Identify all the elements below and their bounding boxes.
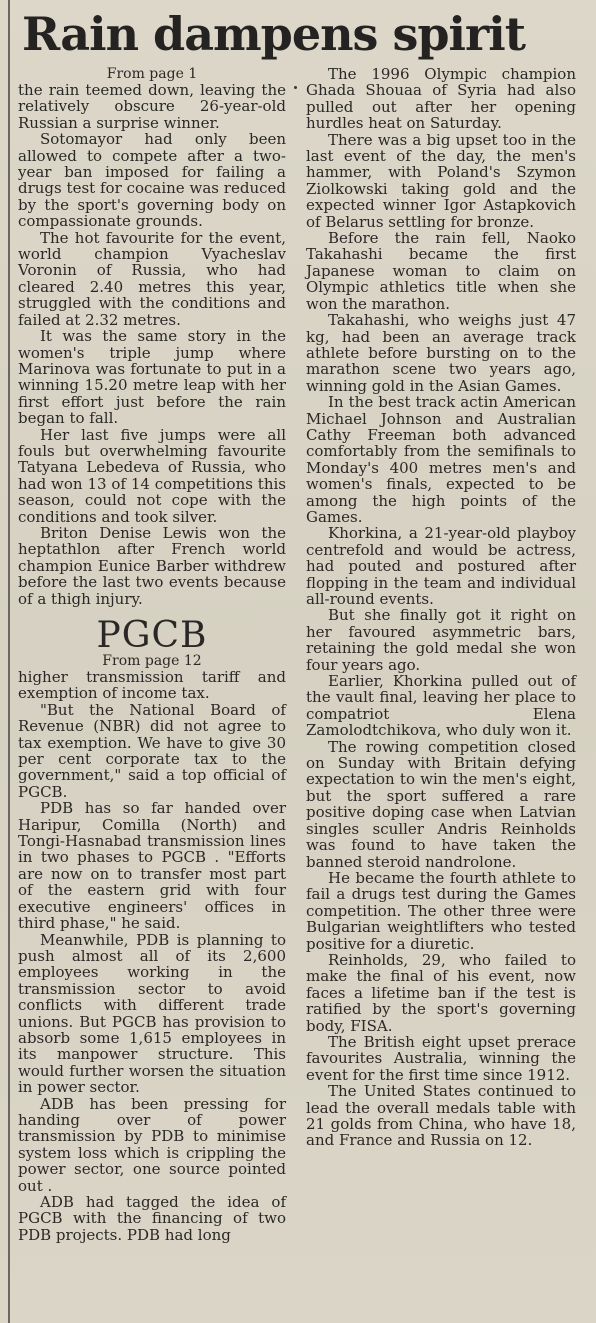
headline: Rain dampens spirit	[22, 7, 525, 61]
paragraph: The British eight upset prerace favourites Australia, winning the event for the first time since 1912.	[306, 1032, 576, 1084]
paragraph: Reinholds, 29, who failed to make the final of his event, now faces a lifetime ban if the test is ratified by the sport's governing body, FISA.	[306, 950, 576, 1035]
print-speck	[294, 86, 297, 89]
paragraph: "But the National Board of Revenue (NBR) did not agree to tax exemption. We have to give 30 per cent corporate tax to the government," said a top official of PGCB.	[18, 700, 286, 801]
paragraph: There was a big upset too in the last event of the day, the men's hammer, with Poland's Szymon Ziolkowski taking gold and the expected winner Igor Astapkovich of Belarus settling for bronze.	[306, 130, 576, 231]
right-column	[306, 66, 576, 1149]
paragraph: Takahashi, who weighs just 47 kg, had been an average track athlete before bursting on to the marathon scene two years ago, winning gold in the Asian Games.	[306, 311, 576, 395]
paragraph: Meanwhile, PDB is planning to push almost all of its 2,600 employees working in the transmission sector to avoid conflicts with different trade unions. But PGCB has provision to absorb some 1,615 employees in its manpower structure. This would further worsen the situation in power sector.	[18, 930, 286, 1097]
paragraph: the rain teemed down, leaving the relatively obscure 26-year-old Russian a surprise winner.	[18, 81, 286, 132]
jump-line: From page 1	[106, 66, 198, 82]
pgcb-jump-line: From page 12	[102, 653, 202, 669]
paragraph: He became the fourth athlete to fail a drugs test during the Games competition. The other three were Bulgarian weightlifters who tested positive for a diuretic.	[306, 868, 576, 953]
left-column	[18, 66, 286, 1243]
paragraph: Her last five jumps were all fouls but overwhelming favourite Tatyana Lebedeva of Russia, who had won 13 of 14 competitions this season, could not cope with the conditions and took silver.	[18, 425, 286, 526]
paragraph: The United States continued to lead the overall medals table with 21 golds from China, who have 18, and France and Russia on 12.	[306, 1082, 576, 1150]
paragraph: The hot favourite for the event, world champion Vyacheslav Voronin of Russia, who had cleared 2.40 metres this year, struggled with the conditions and failed at 2.32 metres.	[18, 228, 286, 329]
paragraph: ADB has been pressing for handing over of power transmission by PDB to minimise system loss which is crippling the power sector, one source pointed out .	[18, 1094, 286, 1195]
paragraph: Before the rain fell, Naoko Takahashi became the first Japanese woman to claim on Olympic athletics title when she won the marathon.	[306, 229, 576, 313]
paragraph: But she finally got it right on her favoured asymmetric bars, retaining the gold medal she won four years ago.	[306, 606, 576, 674]
paragraph: The 1996 Olympic champion Ghada Shouaa of Syria had also pulled out after her opening hurdles heat on Saturday.	[306, 65, 576, 133]
column-rule	[8, 0, 10, 1323]
paragraph: higher transmission tariff and exemption of income tax.	[18, 668, 286, 703]
paragraph: Sotomayor had only been allowed to compete after a two-year ban imposed for failing a drugs test for cocaine was reduced by the sport's governing body on compassionate grounds.	[18, 130, 286, 231]
paragraph: Briton Denise Lewis won the heptathlon after French world champion Eunice Barber withdrew before the last two events because of a thigh injury.	[18, 523, 286, 608]
paragraph: Khorkina, a 21-year-old playboy centrefold and would be actress, had pouted and postured after flopping in the team and individual all-round events.	[306, 524, 576, 608]
paragraph: It was the same story in the women's triple jump where Marinova was fortunate to put in a winning 15.20 metre leap with her first effort just before the rain began to fall.	[18, 327, 286, 428]
paragraph: PDB has so far handed over Haripur, Comilla (North) and Tongi-Hasnabad transmission lines in two phases to PGCB . "Efforts are now on to transfer most part of the eastern grid with four executive engineers' offices in third phase," he said.	[18, 799, 286, 933]
paragraph: ADB had tagged the idea of PGCB with the financing of two PDB projects. PDB had long	[18, 1193, 286, 1244]
paragraph: In the best track actin American Michael Johnson and Australian Cathy Freeman both advanced comfortably from the semifinals to Monday's 400 metres men's and women's finals, expected to be among the high points of the Games.	[306, 393, 576, 526]
paragraph: The rowing competition closed on Sunday with Britain defying expectation to win the men's eight, but the sport suffered a rare positive doping case when Latvian singles sculler Andris Reinholds was found to have taken the banned steroid nandrolone.	[306, 737, 576, 871]
paragraph: Earlier, Khorkina pulled out of the vault final, leaving her place to compatriot Elena Zamolodtchikova, who duly won it.	[306, 672, 576, 740]
pgcb-subhead: PGCB	[96, 615, 208, 656]
